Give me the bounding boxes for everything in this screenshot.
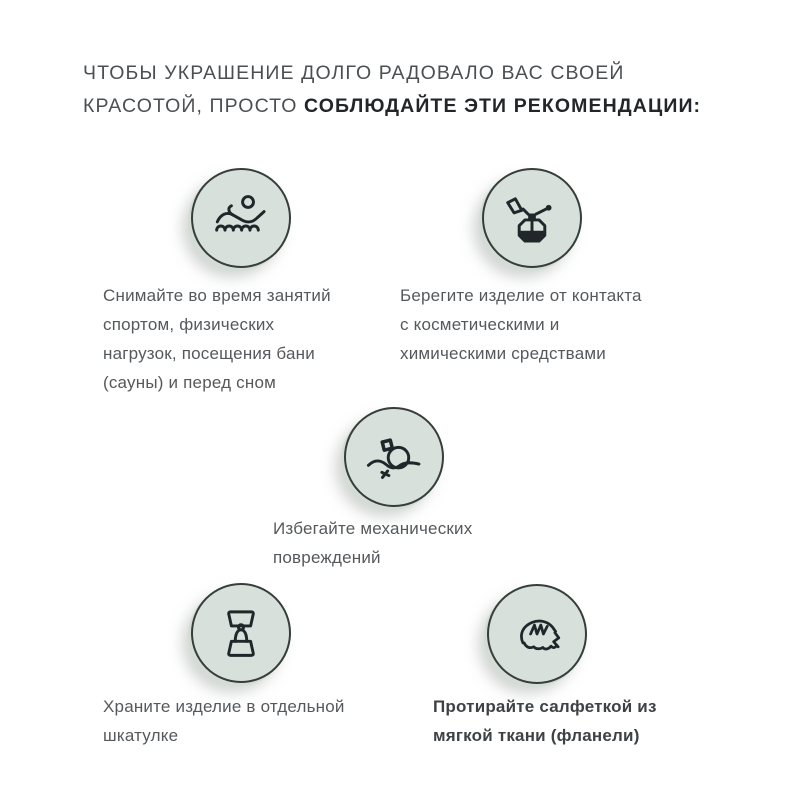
recommendation-text-store-separately: Храните изделие в отдельной шкатулке [103, 697, 345, 745]
recommendation-text-avoid-cosmetics: Берегите изделие от контакта с косметическими и химическими средствами [400, 286, 642, 363]
page-title-line2-normal: КРАСОТОЙ, ПРОСТО [83, 95, 305, 117]
perfume-atomizer-icon [482, 168, 582, 268]
recommendation-text-wipe-with-cloth: Протирайте салфеткой из мягкой ткани (фланели) [433, 697, 657, 745]
page-title [83, 57, 763, 123]
recommendation-text-remove-during-sport: Снимайте во время занятий спортом, физических нагрузок, посещения бани (сауны) и перед сном [103, 286, 331, 392]
swimmer-icon [191, 168, 291, 268]
page-title-line1: ЧТОБЫ УКРАШЕНИЕ ДОЛГО РАДОВАЛО ВАС СВОЕЙ [83, 62, 625, 84]
ring-box-icon [191, 583, 291, 683]
recommendation-text-avoid-damage: Избегайте механических повреждений [273, 519, 473, 567]
wiping-cloth-icon [487, 584, 587, 684]
damaged-ring-icon [344, 407, 444, 507]
page-title-line2-bold: СОБЛЮДАЙТЕ ЭТИ РЕКОМЕНДАЦИИ: [304, 95, 702, 117]
